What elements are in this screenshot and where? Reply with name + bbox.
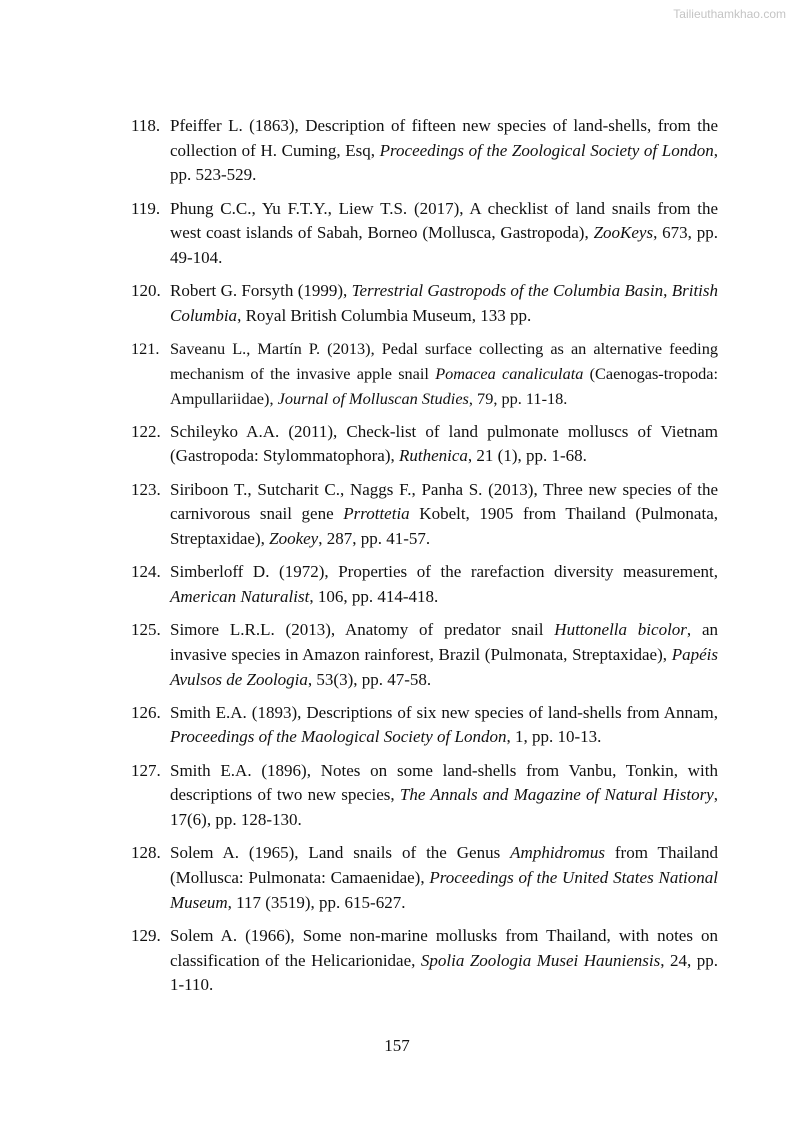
reference-text: Kobelt, 1905 from Thailand (Pulmonata, Streptaxidae),: [170, 504, 718, 549]
reference-text: Simberloff D. (1972), Properties of the rarefaction diversity measurement,: [170, 562, 718, 582]
reference-text: Pfeiffer L. (1863), Description of fifteen new species of land-shells, from the collection of H. Cuming, Esq,: [170, 116, 718, 160]
reference-text: , pp. 523-529.: [170, 140, 718, 185]
reference-number: 120.: [131, 281, 161, 301]
reference-number: 126.: [131, 702, 161, 722]
reference-entry: [131, 560, 718, 609]
reference-entry: [131, 114, 718, 188]
reference-text: Siriboon T., Sutcharit C., Naggs F., Panha S. (2013), Three new species of the carnivorous snail gene: [170, 479, 718, 524]
reference-text: , 79, pp. 11-18.: [468, 388, 568, 408]
page-number: 157: [384, 1036, 410, 1055]
reference-italic-title: Prrottetia: [343, 504, 410, 524]
reference-text: , 17(6), pp. 128-130.: [170, 785, 718, 830]
reference-text: Saveanu L., Martín P. (2013), Pedal surface collecting as an alternative feeding mechanism of the invasive apple snail: [170, 339, 718, 383]
reference-italic-title: ZooKeys: [593, 223, 654, 243]
reference-italic-title: American Naturalist: [170, 586, 310, 606]
reference-italic-title: Pomacea canaliculata: [435, 363, 584, 383]
watermark: Tailieuthamkhao.com: [673, 7, 786, 21]
reference-entry: [131, 618, 719, 692]
reference-italic-title: Proceedings of the Maological Society of London: [170, 727, 507, 747]
reference-text: , 106, pp. 414-418.: [309, 586, 439, 606]
reference-italic-title: Proceedings of the United States National Museum: [170, 867, 718, 912]
reference-text: , 673, pp. 49-104.: [170, 223, 719, 268]
reference-text: Simore L.R.L. (2013), Anatomy of predator snail: [170, 620, 555, 640]
reference-italic-title: British Columbia: [170, 281, 719, 325]
reference-text: , 1, pp. 10-13.: [506, 727, 602, 747]
reference-text: , 287, pp. 41-57.: [318, 529, 431, 549]
reference-text: from Thailand (Mollusca: Pulmonata: Camaenidae),: [170, 843, 718, 887]
reference-italic-title: The Annals and Magazine of Natural History: [399, 785, 714, 805]
reference-text: Smith E.A. (1893), Descriptions of six new species of land-shells from Annam,: [170, 702, 718, 722]
reference-italic-title: Journal of Molluscan Studies: [277, 388, 469, 408]
reference-number: 127.: [131, 760, 161, 780]
reference-number: 129.: [131, 925, 161, 945]
reference-number: 124.: [131, 562, 161, 582]
reference-number: 128.: [131, 843, 161, 863]
reference-text: , an invasive species in Amazon rainforest, Brazil (Pulmonata, Streptaxidae),: [170, 620, 719, 664]
reference-entry: [131, 841, 718, 915]
reference-number: 123.: [131, 479, 161, 499]
reference-entry: [131, 197, 719, 271]
reference-text: , Royal British Columbia Museum, 133 pp.: [237, 305, 532, 325]
reference-italic-title: Papéis Avulsos de Zoologia: [170, 644, 718, 689]
reference-italic-title: Ruthenica: [399, 446, 468, 466]
reference-text: Solem A. (1965), Land snails of the Genus: [170, 843, 511, 863]
reference-italic-title: Huttonella bicolor: [554, 620, 687, 640]
reference-text: ,: [663, 281, 672, 301]
reference-number: 122.: [131, 421, 161, 441]
reference-text: , 21 (1), pp. 1-68.: [467, 446, 587, 466]
reference-number: 125.: [131, 620, 161, 640]
reference-number: 119.: [131, 198, 161, 218]
reference-entry: [131, 337, 718, 411]
reference-list: [0, 114, 794, 1007]
reference-number: 118.: [131, 116, 161, 135]
reference-italic-title: Proceedings of the Zoological Society of London: [379, 140, 714, 160]
reference-number: 121.: [131, 339, 160, 359]
reference-italic-title: Spolia Zoologia Musei Hauniensis: [420, 950, 661, 970]
reference-entry: [131, 420, 718, 469]
reference-text: (Caenogas-tropoda: Ampullariidae),: [170, 363, 718, 408]
reference-text: , 53(3), pp. 47-58.: [307, 669, 432, 689]
reference-text: Robert G. Forsyth (1999),: [170, 281, 352, 301]
reference-entry: [131, 279, 719, 328]
reference-text: Solem A. (1966), Some non-marine mollusks from Thailand, with notes on classification of the Helicarionidae,: [170, 925, 718, 970]
reference-text: , 24, pp. 1-110.: [170, 950, 718, 995]
reference-text: Schileyko A.A. (2011), Check-list of land pulmonate molluscs of Vietnam (Gastropoda: Stylommatophora),: [170, 421, 718, 466]
reference-entry: [131, 701, 718, 750]
reference-entry: [131, 478, 718, 552]
reference-entry: [131, 924, 718, 998]
reference-text: Phung C.C., Yu F.T.Y., Liew T.S. (2017), A checklist of land snails from the west coast islands of Sabah, Borneo (Mollusca, Gastropoda),: [170, 198, 718, 243]
reference-italic-title: Terrestrial Gastropods of the Columbia Basin: [351, 281, 664, 301]
reference-italic-title: Zookey: [269, 529, 319, 549]
reference-italic-title: Amphidromus: [510, 843, 605, 863]
reference-entry: [131, 759, 718, 833]
reference-text: Smith E.A. (1896), Notes on some land-shells from Vanbu, Tonkin, with descriptions of two new species,: [170, 760, 718, 805]
reference-text: , 117 (3519), pp. 615-627.: [227, 892, 406, 912]
